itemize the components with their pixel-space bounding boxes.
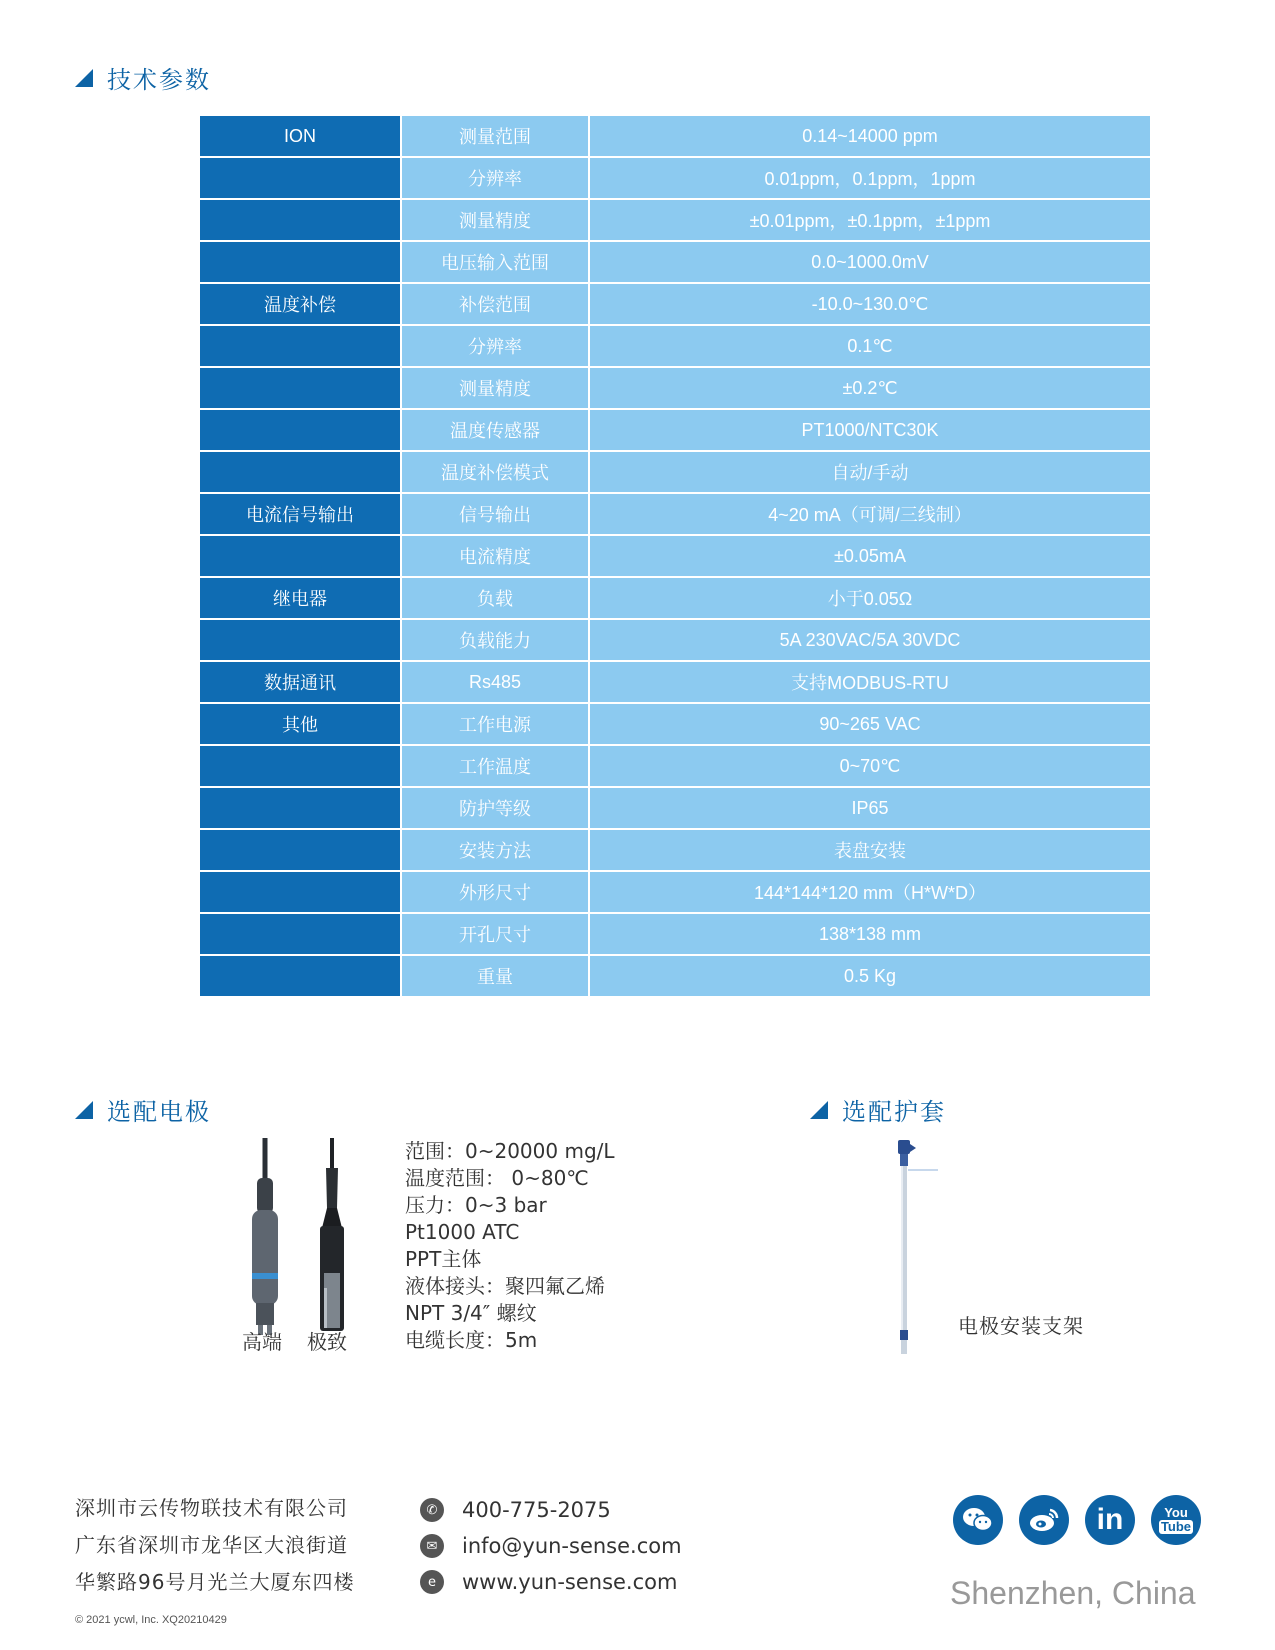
sleeve-section-title-text: 选配护套 (842, 1098, 946, 1126)
contact-phone (420, 1492, 682, 1528)
triangle-icon (75, 1101, 93, 1119)
spec-param-cell: 温度传感器 (401, 409, 589, 451)
spec-row (200, 157, 1150, 199)
wechat-icon[interactable] (953, 1495, 1003, 1545)
spec-param-cell: Rs485 (401, 661, 589, 703)
spec-value-cell: 0~70℃ (589, 745, 1150, 787)
electrode-spec-list (405, 1138, 615, 1354)
electrode-spec-item: PPT主体 (405, 1247, 482, 1271)
spec-value-cell: 0.5 Kg (589, 955, 1150, 997)
weibo-icon[interactable] (1019, 1495, 1069, 1545)
phone-icon: ✆ (420, 1498, 444, 1522)
spec-value-cell: 0.14~14000 ppm (589, 116, 1150, 157)
contact-list (420, 1492, 682, 1600)
spec-value-cell: PT1000/NTC30K (589, 409, 1150, 451)
spec-table (200, 116, 1150, 998)
spec-category-cell (200, 745, 401, 787)
spec-value-cell: 表盘安装 (589, 829, 1150, 871)
spec-category-cell (200, 871, 401, 913)
spec-category-cell: 其他 (200, 703, 401, 745)
probe-images (230, 1138, 380, 1358)
spec-param-cell: 工作电源 (401, 703, 589, 745)
spec-row (200, 871, 1150, 913)
electrode-section-title (75, 1092, 211, 1127)
youtube-text-bottom: Tube (1160, 1519, 1192, 1534)
spec-row (200, 703, 1150, 745)
spec-param-cell: 负载能力 (401, 619, 589, 661)
globe-icon: e (420, 1570, 444, 1594)
spec-category-cell (200, 913, 401, 955)
spec-value-cell: 支持MODBUS-RTU (589, 661, 1150, 703)
electrode-spec-item: 电缆长度：5m (405, 1328, 538, 1352)
spec-category-cell: ION (200, 116, 401, 157)
electrode-spec-item: 液体接头：聚四氟乙烯 (405, 1274, 605, 1298)
high-end-probe-image (252, 1138, 278, 1335)
spec-param-cell: 信号输出 (401, 493, 589, 535)
spec-category-cell (200, 451, 401, 493)
youtube-icon[interactable] (1151, 1495, 1201, 1545)
spec-category-cell (200, 955, 401, 997)
spec-row (200, 535, 1150, 577)
spec-value-cell: 138*138 mm (589, 913, 1150, 955)
spec-category-cell (200, 199, 401, 241)
spec-row (200, 451, 1150, 493)
spec-category-cell (200, 535, 401, 577)
youtube-text-top: You (1164, 1505, 1188, 1520)
spec-row (200, 493, 1150, 535)
sleeve-image (880, 1140, 960, 1360)
spec-value-cell: ±0.05mA (589, 535, 1150, 577)
spec-row (200, 745, 1150, 787)
electrode-spec-item: 压力：0~3 bar (405, 1193, 547, 1217)
tech-section-title-text: 技术参数 (107, 66, 211, 94)
spec-param-cell: 温度补偿模式 (401, 451, 589, 493)
spec-category-cell (200, 409, 401, 451)
linkedin-icon[interactable]: in (1085, 1495, 1135, 1545)
spec-row (200, 116, 1150, 157)
spec-param-cell: 测量精度 (401, 367, 589, 409)
spec-param-cell: 开孔尺寸 (401, 913, 589, 955)
spec-category-cell (200, 367, 401, 409)
spec-value-cell: 0.01ppm，0.1ppm，1ppm (589, 157, 1150, 199)
spec-value-cell: 144*144*120 mm（H*W*D） (589, 871, 1150, 913)
email-address[interactable]: info@yun-sense.com (462, 1534, 682, 1558)
social-icons (953, 1495, 1217, 1545)
company-address-line-2: 华繁路96号月光兰大厦东四楼 (75, 1570, 355, 1594)
premium-probe-image (320, 1138, 344, 1331)
website-url[interactable]: www.yun-sense.com (462, 1570, 678, 1594)
spec-row (200, 409, 1150, 451)
probe-label-premium: 极致 (307, 1330, 347, 1354)
company-name: 深圳市云传物联技术有限公司 (75, 1496, 348, 1520)
spec-param-cell: 分辨率 (401, 157, 589, 199)
spec-param-cell: 电流精度 (401, 535, 589, 577)
spec-value-cell: 4~20 mA（可调/三线制） (589, 493, 1150, 535)
spec-value-cell: ±0.2℃ (589, 367, 1150, 409)
spec-param-cell: 外形尺寸 (401, 871, 589, 913)
copyright-text: © 2021 ycwl, Inc. XQ20210429 (75, 1614, 227, 1626)
spec-row (200, 913, 1150, 955)
spec-category-cell: 温度补偿 (200, 283, 401, 325)
spec-row (200, 955, 1150, 997)
spec-category-cell (200, 241, 401, 283)
spec-param-cell: 电压输入范围 (401, 241, 589, 283)
spec-param-cell: 补偿范围 (401, 283, 589, 325)
contact-email (420, 1528, 682, 1564)
tech-section-title (75, 60, 211, 95)
spec-row (200, 619, 1150, 661)
spec-value-cell: 90~265 VAC (589, 703, 1150, 745)
spec-category-cell (200, 619, 401, 661)
spec-value-cell: 自动/手动 (589, 451, 1150, 493)
location-text: Shenzhen, China (950, 1575, 1196, 1611)
email-icon: ✉ (420, 1534, 444, 1558)
spec-row (200, 241, 1150, 283)
spec-category-cell (200, 325, 401, 367)
contact-website (420, 1564, 682, 1600)
electrode-spec-item: Pt1000 ATC (405, 1220, 520, 1244)
spec-category-cell: 电流信号输出 (200, 493, 401, 535)
spec-category-cell: 继电器 (200, 577, 401, 619)
spec-value-cell: IP65 (589, 787, 1150, 829)
spec-row (200, 367, 1150, 409)
spec-param-cell: 工作温度 (401, 745, 589, 787)
electrode-spec-item: 范围：0~20000 mg/L (405, 1139, 615, 1163)
electrode-spec-item: 温度范围： 0~80℃ (405, 1166, 589, 1190)
spec-param-cell: 分辨率 (401, 325, 589, 367)
spec-value-cell: 0.0~1000.0mV (589, 241, 1150, 283)
spec-value-cell: 0.1℃ (589, 325, 1150, 367)
spec-param-cell: 重量 (401, 955, 589, 997)
company-info (75, 1490, 354, 1601)
triangle-icon (75, 69, 93, 87)
probe-label-high-end: 高端 (242, 1330, 282, 1354)
spec-row (200, 577, 1150, 619)
spec-param-cell: 测量范围 (401, 116, 589, 157)
spec-value-cell: 小于0.05Ω (589, 577, 1150, 619)
probe-illustration (230, 1138, 380, 1358)
spec-row (200, 661, 1150, 703)
spec-row (200, 325, 1150, 367)
sleeve-section-title (810, 1092, 946, 1127)
triangle-icon (810, 1101, 828, 1119)
spec-row (200, 283, 1150, 325)
spec-category-cell (200, 157, 401, 199)
mounting-bracket-illustration (880, 1140, 960, 1360)
spec-param-cell: 负载 (401, 577, 589, 619)
sleeve-caption: 电极安装支架 (958, 1314, 1084, 1338)
spec-category-cell: 数据通讯 (200, 661, 401, 703)
spec-row (200, 199, 1150, 241)
spec-category-cell (200, 787, 401, 829)
spec-value-cell: -10.0~130.0℃ (589, 283, 1150, 325)
spec-param-cell: 测量精度 (401, 199, 589, 241)
spec-value-cell: ±0.01ppm，±0.1ppm，±1ppm (589, 199, 1150, 241)
spec-param-cell: 安装方法 (401, 829, 589, 871)
spec-category-cell (200, 829, 401, 871)
spec-row (200, 829, 1150, 871)
phone-number[interactable]: 400-775-2075 (462, 1498, 611, 1522)
spec-value-cell: 5A 230VAC/5A 30VDC (589, 619, 1150, 661)
spec-param-cell: 防护等级 (401, 787, 589, 829)
electrode-spec-item: NPT 3/4″ 螺纹 (405, 1301, 537, 1325)
electrode-section-title-text: 选配电极 (107, 1098, 211, 1126)
spec-row (200, 787, 1150, 829)
company-address-line-1: 广东省深圳市龙华区大浪街道 (75, 1533, 348, 1557)
